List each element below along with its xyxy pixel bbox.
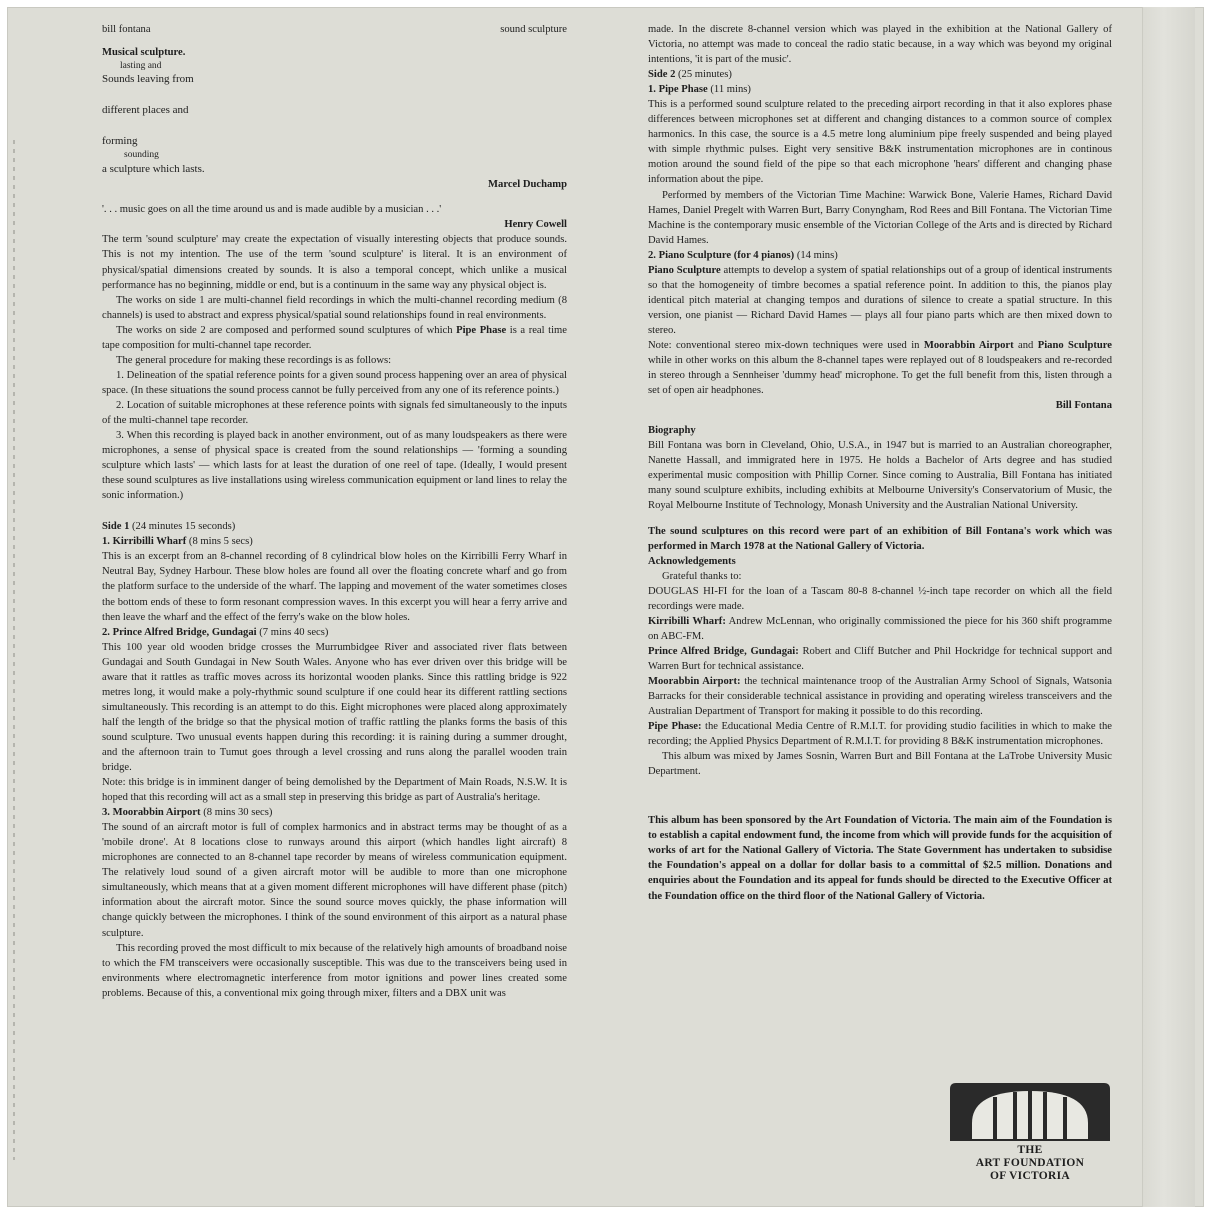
text-run: (25 minutes) xyxy=(675,69,732,81)
acknowledgement-label: Prince Alfred Bridge, Gundagai: xyxy=(648,645,799,657)
acknowledgements-title: Acknowledgements xyxy=(648,555,736,567)
text-run: attempts to develop a system of spatial relationships out of a group of identical instruments so that the homogeneity of timbre becomes a spatial reference point. In addition to this, the pianos play identical pitch material at changing tempos and durations of silence to create a spatial structure. In this version, one pianist — Richard David Hames — plays all four piano parts which are then mixed down to stereo. xyxy=(648,264,1112,336)
left-column xyxy=(102,22,567,1001)
text-run: Andrew McLennan, who originally commissioned the piece for his 360 shift programme on ABC-FM. xyxy=(648,615,1112,642)
track-title: 2. Piano Sculpture (for 4 pianos) xyxy=(648,249,795,261)
track-description: This is a performed sound sculpture related to the preceding airport recording in that it also explores phase differences between microphones set at different and changing distances to a common source of complex harmonics. In this case, the source is a 4.5 metre long aluminium pipe freely suspended and being played with simple rhythmic pulses. Eight very sensitive B&K instrumentation microphones are in continous motion around the sound field of the pipe so that each microphone 'hears' different and changing phase information about the pipe. xyxy=(648,99,1112,186)
biography-text: Bill Fontana was born in Cleveland, Ohio, U.S.A., in 1947 but is married to an Australian choreographer, Nanette Hassall, and immigrated here in 1975. He holds a Bachelor of Arts degree and has studied experimental music composition with Phillip Corner. Since coming to Australia, Bill Fontana has initiated many sound sculpture exhibits, including exhibits at Melbourne University's Conservatorium of Music, the Royal Melbourne Institute of Technology, Monash University and the Australian National University. xyxy=(648,440,1112,512)
text-run: the Educational Media Centre of R.M.I.T. for providing studio facilities in which to make the recording; the Applied Physics Department of R.M.I.T. for providing 8 B&K instrumentation microphones. xyxy=(648,721,1112,748)
sleeve-edge-wear xyxy=(13,140,15,1160)
text-run: and xyxy=(1013,339,1038,351)
acknowledgements-intro: Grateful thanks to: xyxy=(662,570,742,582)
track-note: Note: this bridge is in imminent danger of being demolished by the Department of Main Roads, N.S.W. It is hoped that this recording will act as a small step in preserving this bridge as part of Australia's heritage. xyxy=(102,777,567,804)
acknowledgement-label: Pipe Phase: xyxy=(648,721,702,733)
sponsor-statement: This album has been sponsored by the Art Foundation of Victoria. The main aim of the Foundation is to establish a capital endowment fund, the income from which will provide funds for the acquisition of works of art for the National Gallery of Victoria. The State Government has undertaken to subsidise the Foundation's appeal on a dollar for dollar basis to a committal of $2.5 million. Donations and enquiries about the Foundation and its appeal for funds should be directed to the Executive Officer at the Foundation office on the third floor of the National Gallery of Victoria. xyxy=(648,815,1112,902)
poem-line: sounding xyxy=(124,150,159,161)
track-description xyxy=(648,263,1112,338)
track-description: This 100 year old wooden bridge crosses the Murrumbidgee River and associated river flats between Gundagai and South Gundagai in New South Wales. Anyone who has ever driven over this bridge will be aware that it rattles as traffic moves across its horizontal wooden planks. Since this rattling bridge is 922 metres long, it would make a poly-rhythmic sound sculpture if one could hear its different rattling sections simultaneously. This recording is an attempt to do this. Eight microphones were placed along approximately half the length of the bridge so that the physical motion of traffic rattling the planks forms the basis of this sound sculpture. Two unusual events happen during this recording: it is raining during a summer drought, and the afternoon train to Tumut goes through a level crossing and runs along the parallel wooden train bridge. xyxy=(102,641,567,774)
track-heading xyxy=(648,248,1112,263)
logo-line: ART FOUNDATION xyxy=(975,1157,1085,1169)
acknowledgement-item xyxy=(648,674,1112,719)
track-duration: (14 mins) xyxy=(794,249,838,261)
logo-text xyxy=(950,1144,1110,1183)
track-heading xyxy=(102,625,567,640)
art-foundation-logo xyxy=(950,1083,1110,1183)
side2-heading xyxy=(648,67,1112,82)
text-run-bold: Pipe Phase xyxy=(456,324,507,336)
header-category: sound sculpture xyxy=(500,24,567,35)
track-duration: (8 mins 30 secs) xyxy=(200,807,273,819)
performers-credit: Performed by members of the Victorian Time Machine: Warwick Bone, Valerie Hames, Richard David Hames, Daniel Pregelt with Warren Burt, Barry Conyngham, Rod Rees and Bill Fontana. The Victorian Time Machine is the contemporary music ensemble of the Victorian College of the Arts and is directed by Richard David Hames. xyxy=(648,189,1112,246)
track-heading xyxy=(102,805,567,820)
procedure-item: 1. Delineation of the spatial reference points for a given sound process happening over an area of physical space. (In these situations the sound process cannot be fully perceived from any one of its reference points.) xyxy=(102,369,567,396)
art-foundation-arch-icon xyxy=(950,1083,1110,1141)
poem-line: Sounds leaving from xyxy=(102,73,194,86)
text-run: (24 minutes 15 seconds) xyxy=(129,521,236,533)
quote-attribution: Henry Cowell xyxy=(504,219,567,231)
acknowledgement-item xyxy=(648,719,1112,749)
poem-line: a sculpture which lasts. xyxy=(102,163,205,176)
right-column xyxy=(648,22,1112,904)
text-run: Note: conventional stereo mix-down techniques were used in xyxy=(648,339,924,351)
text-run-bold: Moorabbin Airport xyxy=(923,339,1014,351)
track-description-continued: made. In the discrete 8-channel version which was played in the exhibition at the National Gallery of Victoria, no attempt was made to conceal the radio static because, in a way which was beyond my original intentions, 'it is part of the music'. xyxy=(648,24,1112,66)
text-run-bold: Side 2 xyxy=(648,69,676,81)
intro-paragraph: The works on side 1 are multi-channel field recordings in which the multi-channel recording medium (8 channels) is used to abstract and express physical/spatial sound relationships found in real environments. xyxy=(102,294,567,321)
track-duration: (8 mins 5 secs) xyxy=(186,536,253,548)
procedure-item: The general procedure for making these recordings is as follows: xyxy=(116,354,392,366)
intro-paragraph: The term 'sound sculpture' may create the expectation of visually interesting objects that produce sounds. This is not my intention. The use of the term 'sound sculpture' is literal. It is an environment of physical/spatial dimensions created by sounds. It is also a temporal concept, which unlike a musical performance has no beginning, middle or end, but is a continuum in the same way any physical object is. xyxy=(102,234,567,291)
poem-line: lasting and xyxy=(120,61,162,72)
side1-heading xyxy=(102,519,567,534)
header-author: bill fontana xyxy=(102,24,151,35)
track-title: 1. Kirribilli Wharf xyxy=(102,536,187,548)
text-run: is a real time tape composition for multi-channel tape recorder. xyxy=(102,324,567,351)
exhibition-note: The sound sculptures on this record were part of an exhibition of Bill Fontana's work which was performed in March 1978 at the National Gallery of Victoria. xyxy=(648,525,1112,552)
acknowledgement-label: Kirribilli Wharf: xyxy=(648,615,726,627)
biography-title: Biography xyxy=(648,425,696,437)
mixing-credit: This album was mixed by James Sosnin, Warren Burt and Bill Fontana at the LaTrobe University Music Department. xyxy=(648,751,1112,778)
track-heading xyxy=(102,534,567,549)
acknowledgement-item xyxy=(648,644,1112,674)
track-duration: (11 mins) xyxy=(707,84,751,96)
acknowledgement-label: Moorabbin Airport: xyxy=(648,675,741,687)
poem-attribution: Marcel Duchamp xyxy=(488,179,567,191)
text-run: The works on side 2 are composed and performed sound sculptures of which xyxy=(116,324,457,336)
header-row xyxy=(102,22,567,37)
text-run: Robert and Cliff Butcher and Phil Hockridge for technical support and Warren Burt for technical assistance. xyxy=(648,645,1112,672)
track-description: The sound of an aircraft motor is full of complex harmonics and in abstract terms may be thought of as a 'mobile drone'. At 8 locations close to runways around this airport (which handles light aircraft) 8 microphones are connected to an 8-channel tape recorder by means of wireless communication equipment. The relatively loud sound of a given aircraft motor will be audible to more than one microphone simultaneously, which means that at a given moment different microphones will have different phase (pitch) information about the aircraft motor. Since the sound source moves quickly, the phase information will change quickly between the microphones. I think of the sound environment of this airport as a natural phase sculpture. xyxy=(102,822,567,939)
text-run: while in other works on this album the 8-channel tapes were replayed out of 8 loudspeakers and re-recorded in stereo through a Sennheiser 'dummy head' microphone. To get the full benefit from this, listen through a set of open air headphones. xyxy=(648,355,1112,397)
poem-line: different places and xyxy=(102,104,189,117)
cowell-quote: '. . . music goes on all the time around us and is made audible by a musician . . .' xyxy=(102,204,442,216)
track-title: 2. Prince Alfred Bridge, Gundagai xyxy=(102,626,257,638)
track-description: This is an excerpt from an 8-channel recording of 8 cylindrical blow holes on the Kirribilli Ferry Wharf in Neutral Bay, Sydney Harbour. These blow holes are found all over the floating concrete wharf and go from the platform surface to the underside of the wharf. The lapping and movement of the water sometimes closes the bottom ends of these to form resonant compression waves. In this excerpt you will hear a ferry arrive and then leave the wharf and the effect of the ferry's wake on the blow holes. xyxy=(102,551,567,623)
mixdown-note xyxy=(648,338,1112,398)
track-heading xyxy=(648,82,1112,97)
poem-line: forming xyxy=(102,135,138,148)
procedure-item: 3. When this recording is played back in another environment, out of as many loudspeakers as there were microphones, a sense of physical space is created from the sound relationships — 'forming a sounding sculpture which lasts' — which lasts for at least the duration of one reel of tape. (Ideally, I would present these sound sculptures as live installations using wireless communication equipment or land lines to relay the sonic information.) xyxy=(102,430,567,502)
side2-intro-paragraph xyxy=(102,323,567,353)
text-run-bold: Piano Sculpture xyxy=(648,264,721,276)
duchamp-poem xyxy=(102,45,567,192)
track-description: This recording proved the most difficult to mix because of the relatively high amounts of broadband noise to which the FM transceivers were occasionally susceptible. This was due to the transceivers being used in environments where electromagnetic interference from motor ignitions and power lines created some problems. Because of this, a conventional mix going through mixer, filters and a DBX unit was xyxy=(102,942,567,999)
sleeve-spine-edge xyxy=(1142,7,1195,1207)
acknowledgement-douglas: DOUGLAS HI-FI for the loan of a Tascam 80-8 8-channel ½-inch tape recorder on which all the field recordings were made. xyxy=(648,585,1112,612)
logo-line: OF VICTORIA xyxy=(989,1170,1071,1182)
text-run-bold: Piano Sculpture xyxy=(1037,339,1112,351)
track-title: 3. Moorabbin Airport xyxy=(102,807,201,819)
acknowledgement-item xyxy=(648,614,1112,644)
text-run-bold: Side 1 xyxy=(102,521,130,533)
poem-title: Musical sculpture. xyxy=(102,47,186,59)
text-run: the technical maintenance troop of the Australian Army School of Signals, Watsonia Barracks for their considerable technical assistance in providing and operating wireless transceivers and the Australian Department of Transport for making it possible to do this recording. xyxy=(648,675,1112,718)
track-duration: (7 mins 40 secs) xyxy=(256,626,329,638)
procedure-item: 2. Location of suitable microphones at these reference points with signals fed simultaneously to the inputs of the multi-channel tape recorder. xyxy=(102,399,567,426)
logo-line: THE xyxy=(1017,1144,1043,1156)
track-title: 1. Pipe Phase xyxy=(648,84,708,96)
signature: Bill Fontana xyxy=(1055,400,1112,412)
